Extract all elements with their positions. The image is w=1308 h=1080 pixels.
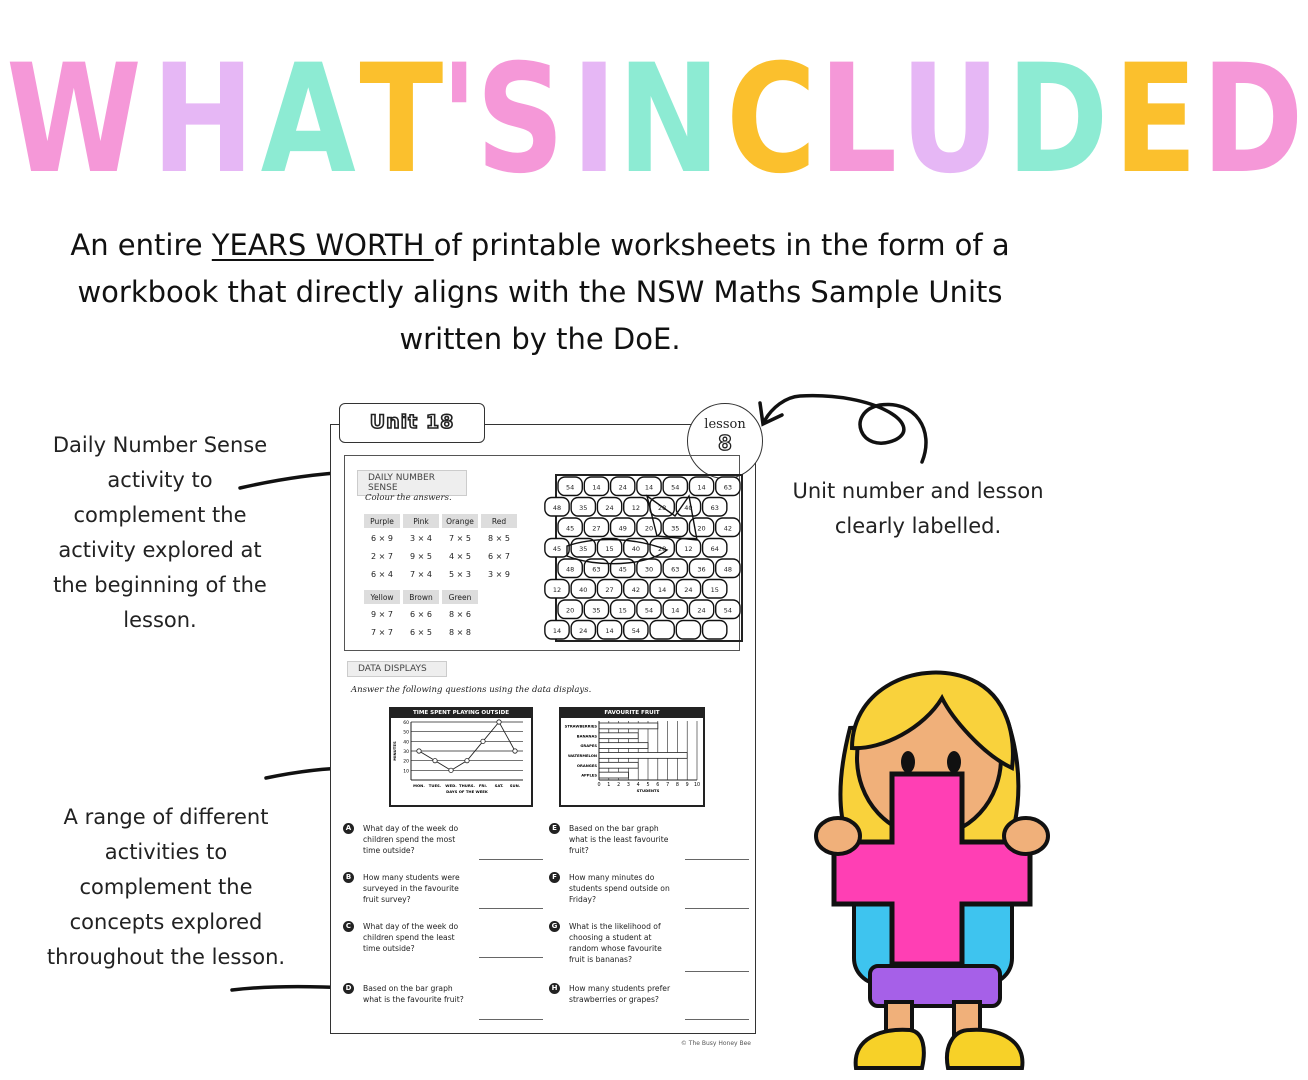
multiplication-fact: 7 × 4: [410, 569, 432, 579]
multiplication-fact: 6 × 5: [410, 627, 432, 637]
intro-text: [60, 222, 1020, 363]
mosaic-number: 20: [644, 524, 654, 533]
question-text: How many students prefer strawberries or grapes?: [569, 984, 671, 1004]
mosaic-number: 14: [592, 483, 601, 492]
category-label: APPLES: [581, 773, 597, 778]
x-tick-label: FRI.: [478, 783, 488, 788]
mosaic-number: 14: [605, 626, 614, 635]
x-tick-label: 8: [675, 783, 679, 788]
x-tick-label: 9: [685, 783, 689, 788]
mosaic-number: 14: [644, 483, 654, 492]
mosaic-cell: [676, 621, 700, 640]
mosaic-number: 15: [710, 585, 719, 594]
mosaic-number: 12: [684, 544, 693, 553]
multiplication-fact: 2 × 7: [371, 551, 393, 561]
mosaic-number: 24: [684, 585, 693, 594]
daily-number-sense-label: DAILY NUMBER SENSE: [357, 470, 467, 496]
line-point: [481, 739, 485, 743]
question-text: What day of the week do children spend the most time outside?: [363, 824, 459, 855]
question-badge: H: [549, 983, 560, 994]
mosaic-number: 49: [618, 524, 627, 533]
mosaic-number: 24: [618, 483, 627, 492]
multiplication-fact: 8 × 5: [488, 533, 510, 543]
mosaic-number: 63: [592, 565, 601, 574]
mosaic-number: 12: [552, 585, 562, 594]
colour-header: Pink: [403, 514, 439, 528]
multiplication-fact: 6 × 6: [410, 609, 432, 619]
question-badge: C: [343, 921, 354, 932]
question-badge: D: [343, 983, 354, 994]
mosaic-number: 27: [605, 585, 614, 594]
y-tick-label: 40: [403, 740, 409, 746]
colour-header: Brown: [403, 590, 439, 604]
title-letter: C: [725, 33, 818, 207]
title-letter: E: [1113, 33, 1199, 207]
mosaic-number: 45: [618, 565, 627, 574]
multiplication-fact: 3 × 4: [410, 533, 432, 543]
question-text: Based on the bar graph what is the least favourite fruit?: [569, 824, 669, 855]
mosaic-number: 30: [644, 565, 654, 574]
worksheet-page: [330, 411, 756, 1047]
mosaic-number: 35: [579, 503, 588, 512]
title-letter: I: [571, 33, 620, 207]
bar: [599, 753, 687, 759]
x-tick-label: 2: [617, 783, 621, 788]
question-text: How many students were surveyed in the favourite fruit survey?: [363, 873, 460, 904]
line-point: [465, 758, 469, 762]
question-badge: E: [549, 823, 560, 834]
question-badge: F: [549, 872, 560, 883]
line-point: [449, 768, 453, 772]
line-point: [513, 749, 517, 753]
lesson-number: 8: [718, 431, 732, 455]
x-tick-label: 3: [626, 783, 630, 788]
line-chart-title: TIME SPENT PLAYING OUTSIDE: [391, 709, 531, 718]
x-axis-label: DAYS OF THE WEEK: [446, 789, 488, 794]
left-hand-icon: [816, 818, 860, 854]
answer-line[interactable]: [685, 1019, 749, 1020]
x-tick-label: SUN.: [509, 783, 521, 788]
y-tick-label: 60: [403, 721, 409, 726]
mosaic-number: 40: [631, 544, 640, 553]
mosaic-number: 54: [644, 606, 654, 615]
y-axis-label: MINUTES: [392, 741, 397, 761]
bar-chart-title: FAVOURITE FRUIT: [561, 709, 703, 718]
line-point: [433, 758, 437, 762]
x-tick-label: 10: [693, 783, 701, 788]
mosaic-number: 14: [658, 585, 667, 594]
question-badge: G: [549, 921, 560, 932]
category-label: GRAPES: [580, 744, 597, 749]
x-tick-label: WED.: [445, 783, 457, 788]
copyright: © The Busy Honey Bee: [680, 1040, 751, 1047]
answer-line[interactable]: [479, 957, 543, 958]
mosaic-number: 14: [671, 606, 680, 615]
mosaic-number: 36: [697, 565, 706, 574]
page-title: [0, 33, 1306, 207]
mosaic-number: 48: [723, 565, 732, 574]
mosaic-number: 45: [566, 524, 575, 533]
title-letter: ': [440, 33, 481, 207]
mosaic-number: 48: [566, 565, 575, 574]
multiplication-fact: 5 × 3: [449, 569, 471, 579]
mosaic-number: 12: [631, 503, 640, 512]
multiplication-fact: 8 × 8: [449, 627, 471, 637]
daily-number-sense-note: Daily Number Sense activity to complement the activity explored at the beginning of the lesson.: [52, 433, 268, 632]
mosaic-number: 35: [579, 544, 588, 553]
right-shoe-icon: [947, 1030, 1022, 1068]
colour-header: Yellow: [364, 590, 400, 604]
bar: [599, 723, 658, 729]
question-badge: B: [343, 872, 354, 883]
unit-label-tab: [339, 403, 485, 443]
category-label: BANANAS: [576, 734, 597, 739]
title-letter: D: [1201, 33, 1306, 207]
y-tick-label: 10: [403, 769, 409, 775]
question-text: How many minutes do students spend outside on Friday?: [569, 873, 670, 904]
x-tick-label: MON.: [413, 783, 425, 788]
bar-chart-panel: [559, 707, 705, 807]
multiplication-fact: 6 × 9: [371, 533, 393, 543]
y-tick-label: 50: [403, 730, 409, 736]
mosaic-number: 20: [566, 606, 575, 615]
x-tick-label: 4: [636, 783, 640, 788]
mosaic-number: 63: [671, 565, 680, 574]
answer-line[interactable]: [685, 908, 749, 909]
mosaic-number: 35: [592, 606, 601, 615]
unit-lesson-note: Unit number and lesson clearly labelled.: [792, 479, 1044, 538]
question-text: What day of the week do children spend the least time outside?: [363, 922, 459, 953]
multiplication-fact: 9 × 5: [410, 551, 432, 561]
title-letter: A: [260, 33, 358, 207]
x-tick-label: 6: [656, 783, 660, 788]
mosaic-number: 14: [552, 626, 562, 635]
colour-header: Green: [442, 590, 478, 604]
daily-number-sense-box: [344, 455, 740, 651]
intro-text-end: of printable worksheets in the form of a workbook that directly aligns with the NSW Maths Sample Units written by the DoE.: [77, 228, 1010, 356]
answer-line[interactable]: [479, 1019, 543, 1020]
x-tick-label: THURS.: [459, 783, 475, 788]
bar: [599, 772, 628, 778]
mosaic-number: 28: [658, 544, 667, 553]
colour-header: Purple: [364, 514, 400, 528]
bar-chart: [561, 718, 703, 805]
mosaic-number: 20: [697, 524, 706, 533]
multiplication-fact: 7 × 7: [371, 627, 393, 637]
multiplication-fact: 7 × 5: [449, 533, 471, 543]
intro-text-start: An entire: [70, 228, 212, 262]
answer-line[interactable]: [685, 971, 749, 972]
title-letter: H: [151, 33, 257, 207]
mosaic-number: 54: [671, 483, 680, 492]
mosaic-number: 24: [579, 626, 588, 635]
mosaic-number: 54: [566, 483, 575, 492]
y-tick-label: 30: [403, 750, 409, 755]
colour-header: Red: [481, 514, 517, 528]
mosaic-number: 40: [579, 585, 588, 594]
colour-by-number-mosaic: [552, 474, 743, 642]
mosaic-grid: [552, 476, 741, 640]
colour-key-table-2: [361, 588, 481, 642]
colour-header: Orange: [442, 514, 478, 528]
left-eye-icon: [901, 751, 915, 773]
mosaic-number: 15: [605, 544, 614, 553]
title-letter: D: [1006, 33, 1111, 207]
answer-line[interactable]: [479, 908, 543, 909]
activity-range-note: A range of different activities to complement the concepts explored throughout the lesson.: [46, 805, 286, 969]
mosaic-number: 42: [723, 524, 732, 533]
right-hand-icon: [1004, 818, 1048, 854]
colour-instruction: Colour the answers.: [365, 493, 452, 503]
bar: [599, 762, 638, 768]
line-point: [417, 749, 421, 753]
unit-label: Unit 18: [369, 411, 455, 433]
mosaic-number: 45: [552, 544, 562, 553]
lesson-word: lesson: [704, 417, 746, 432]
question-text: What is the likelihood of choosing a student at random whose favourite fruit is bananas?: [569, 922, 662, 964]
line-chart-panel: [389, 707, 533, 807]
x-tick-label: TUES.: [428, 783, 442, 788]
bar: [599, 733, 638, 739]
question-badge: A: [343, 823, 354, 834]
data-displays-label: DATA DISPLAYS: [347, 661, 447, 677]
left-shoe-icon: [856, 1030, 924, 1068]
mosaic-number: 24: [605, 503, 614, 512]
mosaic-number: 40: [684, 503, 693, 512]
category-label: ORANGES: [576, 763, 597, 768]
y-tick-label: 20: [403, 759, 409, 765]
x-tick-label: SAT.: [494, 783, 504, 788]
multiplication-fact: 3 × 9: [488, 569, 510, 579]
multiplication-fact: 8 × 6: [449, 609, 471, 619]
x-tick-label: 7: [666, 783, 670, 788]
mosaic-number: 54: [723, 606, 732, 615]
mosaic-number: 63: [723, 483, 732, 492]
data-instruction: Answer the following questions using the data displays.: [351, 685, 592, 695]
mosaic-number: 24: [697, 606, 706, 615]
x-tick-label: 5: [646, 783, 650, 788]
line-chart: [391, 718, 531, 805]
mosaic-cell: [703, 621, 727, 640]
intro-text-emphasis: YEARS WORTH: [211, 228, 434, 262]
mosaic-number: 14: [697, 483, 706, 492]
mosaic-number: 54: [631, 626, 640, 635]
mosaic-number: 42: [631, 585, 640, 594]
line-point: [497, 720, 501, 724]
mosaic-number: 27: [592, 524, 601, 533]
multiplication-fact: 9 × 7: [371, 609, 393, 619]
category-label: STRAWBERRIES: [564, 724, 597, 729]
right-eye-icon: [947, 751, 961, 773]
title-letter: L: [818, 33, 899, 207]
multiplication-fact: 6 × 4: [371, 569, 393, 579]
multiplication-fact: 4 × 5: [449, 551, 471, 561]
colour-key-table-1: [361, 512, 520, 584]
title-letter: T: [359, 33, 446, 207]
title-letter: W: [6, 33, 144, 207]
category-label: WATERMELON: [568, 753, 597, 758]
mosaic-number: 35: [671, 524, 680, 533]
x-tick-label: 1: [607, 783, 611, 788]
multiplication-fact: 6 × 7: [488, 551, 510, 561]
title-letter: N: [617, 33, 723, 207]
question-text: Based on the bar graph what is the favourite fruit?: [363, 984, 464, 1004]
answer-line[interactable]: [479, 859, 543, 860]
mosaic-number: 15: [618, 606, 627, 615]
mosaic-number: 63: [710, 503, 719, 512]
girl-with-plus-illustration: [812, 658, 1052, 1078]
x-tick-label: 0: [597, 783, 601, 788]
mosaic-cell: [650, 621, 674, 640]
title-letter: U: [900, 33, 1003, 207]
mosaic-number: 64: [710, 544, 719, 553]
mosaic-number: 28: [658, 503, 667, 512]
mosaic-number: 48: [552, 503, 562, 512]
answer-line[interactable]: [685, 859, 749, 860]
bar: [599, 743, 648, 749]
arrow-unit-icon: [760, 396, 926, 462]
x-axis-label: STUDENTS: [636, 788, 660, 793]
title-letter: S: [476, 33, 567, 207]
